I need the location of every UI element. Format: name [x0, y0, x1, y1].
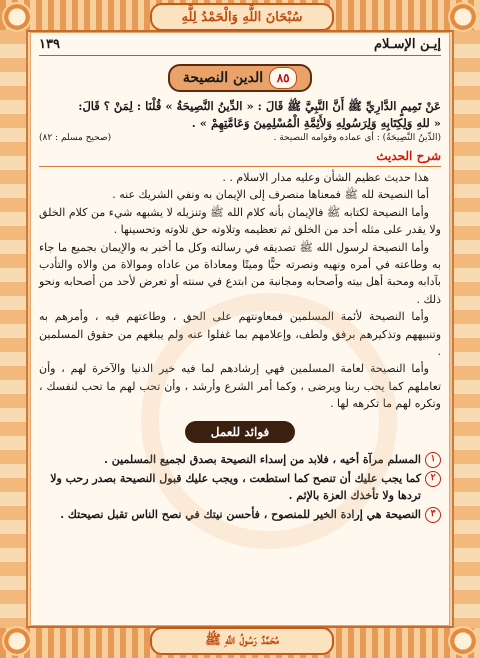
- hadith-text-line-2: « للهِ وَلِكِتَابِهِ وَلِرَسُولِهِ وَلأَئِمَّةِ الْمُسْلِمِينَ وَعَامَّتِهِمْ » .: [191, 116, 441, 130]
- corner-medallion-icon: [2, 626, 32, 656]
- benefit-text: كما يجب عليك أن تنصح كما استطعت ، ويجب عليك قبول النصيحة بصدر رحب ولا تردها ولا تأخذك العزة بالإثم .: [50, 471, 421, 502]
- content-panel: [30, 32, 450, 626]
- right-ornamental-border: [452, 30, 480, 628]
- benefit-text: المسلم مرآة أخيه ، فلابد من إسداء النصيحة بصدق لجميع المسلمين .: [104, 452, 421, 466]
- commentary-paragraph: هذا حديث عظيم الشأن وعليه مدار الاسلام . .: [222, 171, 429, 184]
- commentary-paragraph: وأما النصيحة لكتابه ﷺ فالإيمان بأنه كلام الله ﷺ وتنزيله لا يشبهه شيء من كلام الخلق ولا يقدر على مثله أحد من الخلق ثم تعظيمه وتلاوته حق تلاوته وتحسينها .: [39, 205, 441, 237]
- commentary-paragraph: وأما النصيحة لرسول الله ﷺ تصديقه في رسالته وكل ما أخبر به والإيمان بجميع ما جاء به وطاعته في أمره ونهيه ونصرته حيًّا وميتًا ومعاداة من عاداه وموالاة من والاه والتأدب بآدابه ومحبة أهل بيته وأصحابه ومجانبة من ابتدع في سنته أو تعرض لأحد من أصحابه ونحو ذلك .: [39, 240, 441, 306]
- hadith-number: ٨٥: [269, 67, 297, 89]
- hadith-text-line-1: عَنْ تَمِيمٍ الدَّارِيِّ ﷺ أَنَّ النَّبِيَّ ﷺ قَالَ : « الدِّينُ النَّصِيحَةُ » قُلْنَا : لِمَنْ ؟ قَالَ:: [78, 99, 441, 113]
- book-title: إيـن الإسـلام: [374, 36, 441, 52]
- hadith-source-row: [39, 132, 441, 145]
- top-calligraphy-cartouche: سُبْحَانَ اللَّهِ وَالْحَمْدُ لِلَّهِ: [150, 3, 334, 31]
- corner-medallion-icon: [2, 2, 32, 32]
- page-number: ١٣٩: [39, 36, 60, 52]
- running-head: [39, 33, 441, 56]
- benefit-number: ١: [425, 452, 441, 468]
- benefit-item: [39, 470, 441, 504]
- commentary-title: شرح الحديث: [376, 149, 441, 163]
- hadith-source: (صحيح مسلم : ٨٢): [39, 133, 112, 143]
- benefit-number: ٣: [425, 507, 441, 523]
- left-ornamental-border: [0, 30, 28, 628]
- commentary-paragraph: وأما النصيحة لأئمة المسلمين فمعاونتهم على الحق ، وطاعتهم فيه ، وأمرهم به وتنبيههم وتذكيرهم برفق ولطف، وإعلامهم بما غفلوا عنه ولم يبلغهم من حقوق المسلمين .: [39, 310, 441, 359]
- hadith-title: الدين النصيحة: [182, 70, 264, 86]
- hadith-title-badge: [168, 64, 312, 92]
- commentary-paragraph: أما النصيحة لله ﷺ فمعناها منصرف إلى الإيمان به ونفي الشريك عنه .: [112, 188, 429, 202]
- commentary-paragraph: وأما النصيحة لعامة المسلمين فهي إرشادهم لما فيه خير الدنيا والآخرة لهم ، وأن تعاملهم كما يحب ربنا ويرضى ، وكما أمر الشرع وأرشد ، وأن تحب لهم ما تحب لنفسك ، وتكره لهم ما تكرهه لها .: [39, 362, 441, 411]
- corner-medallion-icon: [448, 626, 478, 656]
- corner-medallion-icon: [448, 2, 478, 32]
- benefit-text: النصيحة هي إرادة الخير للمنصوح ، فأحسن نيتك في نصح الناس تقبل نصيحتك .: [60, 507, 421, 521]
- benefit-item: [39, 451, 441, 468]
- benefit-item: [39, 506, 441, 523]
- benefit-number: ٢: [425, 471, 441, 487]
- bottom-calligraphy-cartouche: مُحَمَّدٌ رَسُولُ اللَّهِ ﷺ: [150, 627, 334, 655]
- hadith-gloss: (الدِّينُ النَّصِيحَةُ) : أي عماده وقوامه النصيحة .: [273, 133, 441, 143]
- divider: [39, 166, 441, 167]
- benefits-title-badge: فوائد للعمل: [185, 421, 295, 443]
